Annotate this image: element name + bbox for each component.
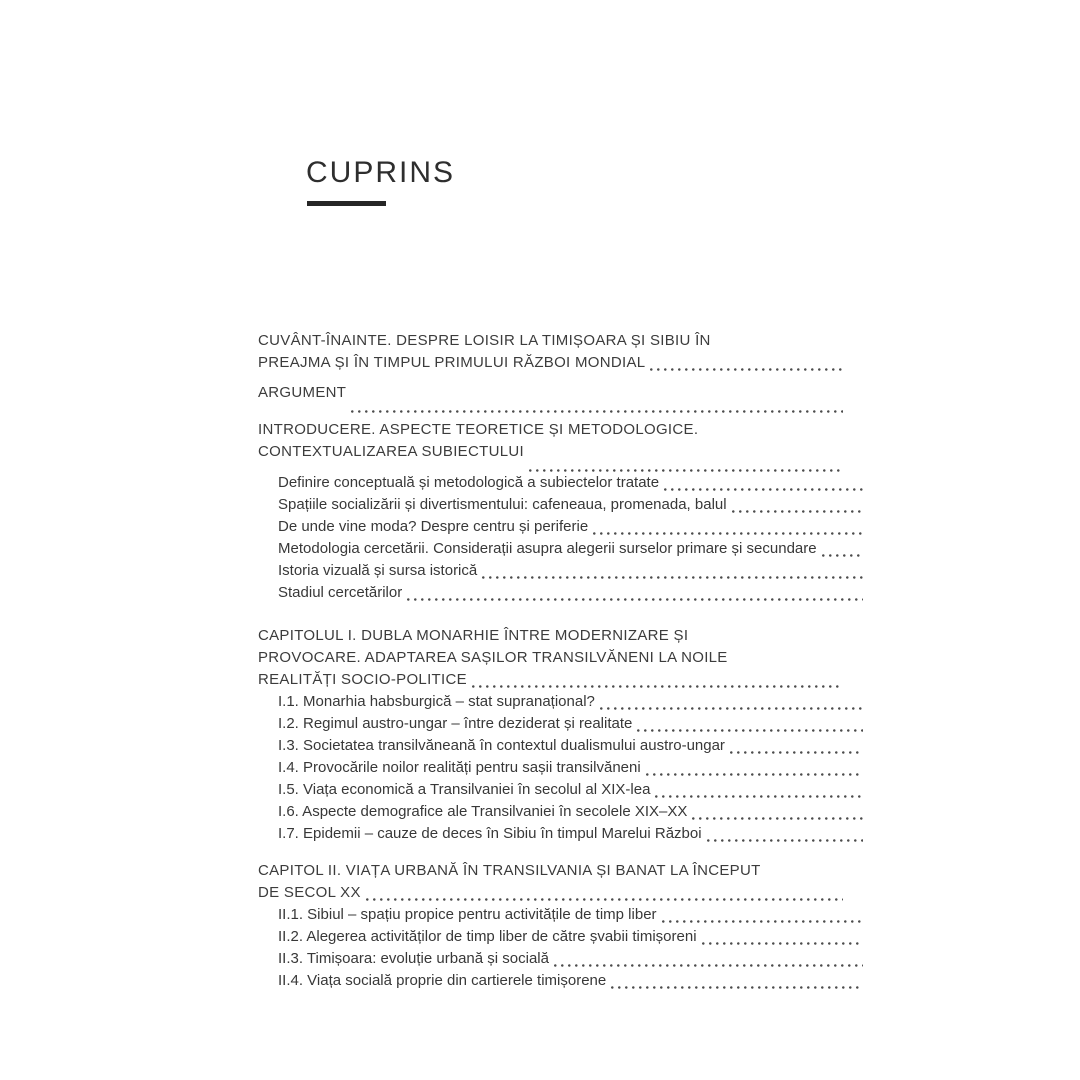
dot-leader [637,729,863,732]
toc-line-text: CONTEXTUALIZAREA SUBIECTULUI [258,443,524,460]
toc [258,330,843,992]
toc-line [278,538,863,560]
toc-entry-i3 [278,735,863,757]
dot-leader [611,986,863,989]
toc-line-text: I.4. Provocările noilor realități pentru sașii transilvăneni [278,759,641,776]
toc-line-text: Istoria vizuală și sursa istorică [278,562,478,579]
toc-line-text: Spațiile socializării și divertismentului: cafeneaua, promenada, balul [278,496,727,513]
toc-entry-definire [278,472,863,494]
toc-entry-i2 [278,713,863,735]
dot-leader [732,510,863,513]
dot-leader [351,410,843,413]
toc-line [278,494,863,516]
dot-leader [655,795,863,798]
toc-line-text: II.1. Sibiul – spațiu propice pentru activitățile de timp liber [278,906,657,923]
toc-line-text: CUVÂNT-ÎNAINTE. DESPRE LOISIR LA TIMIȘOARA ȘI SIBIU ÎN [258,332,711,349]
dot-leader [692,817,863,820]
toc-entry-cuvant-inainte [258,330,843,374]
toc-line [258,669,843,691]
dot-leader [554,964,863,967]
toc-line [278,560,863,582]
toc-line-text: I.6. Aspecte demografice ale Transilvaniei în secolele XIX–XX [278,803,688,820]
toc-entry-metodologia [278,538,863,560]
dot-leader [662,920,863,923]
toc-line-text: II.4. Viața socială proprie din cartierele timișorene [278,972,607,989]
toc-line-text: INTRODUCERE. ASPECTE TEORETICE ȘI METODOLOGICE. [258,421,699,438]
toc-line [278,970,863,992]
toc-entry-capitol-2 [258,860,843,904]
toc-entry-i1 [278,691,863,713]
toc-line [258,382,843,404]
toc-line-text: PROVOCARE. ADAPTAREA SAȘILOR TRANSILVĂNENI LA NOILE [258,649,728,666]
dot-leader [472,685,843,688]
dot-leader [707,839,863,842]
toc-entry-capitolul-1 [258,625,843,691]
dot-leader [646,773,863,776]
toc-line-text: REALITĂȚI SOCIO-POLITICE [258,671,467,688]
toc-entry-moda [278,516,863,538]
dot-leader [702,942,863,945]
toc-line [278,779,863,801]
dot-leader [407,598,863,601]
dot-leader [822,554,863,557]
page-title: CUPRINS [306,156,456,189]
toc-entry-ii1 [278,904,863,926]
toc-entry-i5 [278,779,863,801]
toc-line-text: I.2. Regimul austro-ungar – între deziderat și realitate [278,715,633,732]
toc-entry-i6 [278,801,863,823]
toc-entry-stadiul [278,582,863,604]
toc-line-text: CAPITOL II. VIAȚA URBANĂ ÎN TRANSILVANIA ȘI BANAT LA ÎNCEPUT [258,862,761,879]
toc-line-text: Metodologia cercetării. Considerații asupra alegerii surselor primare și secundare [278,540,817,557]
toc-line [278,582,863,604]
toc-entry-istoria-vizuala [278,560,863,582]
toc-line [278,472,863,494]
toc-entry-i4 [278,757,863,779]
toc-entry-ii2 [278,926,863,948]
toc-line-text: Definire conceptuală și metodologică a subiectelor tratate [278,474,660,491]
toc-line [278,757,863,779]
toc-line [258,625,843,647]
dot-leader [482,576,863,579]
dot-leader [730,751,863,754]
dot-leader [593,532,863,535]
toc-line [258,882,843,904]
toc-entry-spatiile [278,494,863,516]
toc-line [258,352,843,374]
toc-line [278,948,863,970]
toc-line [258,330,843,352]
toc-line [278,823,863,845]
toc-line-text: PREAJMA ȘI ÎN TIMPUL PRIMULUI RĂZBOI MONDIAL [258,354,646,371]
toc-line [278,801,863,823]
toc-line-text: I.5. Viața economică a Transilvaniei în secolul al XIX-lea [278,781,651,798]
toc-entry-i7 [278,823,863,845]
toc-entry-ii3 [278,948,863,970]
toc-line-text: II.2. Alegerea activităților de timp liber de către șvabii timișoreni [278,928,697,945]
toc-entry-argument [258,382,843,404]
toc-line-text: I.7. Epidemii – cauze de deces în Sibiu în timpul Marelui Război [278,825,702,842]
toc-line-text: I.1. Monarhia habsburgică – stat supranațional? [278,693,595,710]
toc-line [258,860,843,882]
dot-leader [650,368,843,371]
toc-line [278,926,863,948]
toc-line [258,647,843,669]
toc-line-text: Stadiul cercetărilor [278,584,403,601]
toc-line-text: II.3. Timișoara: evoluție urbană și socială [278,950,549,967]
dot-leader [366,898,843,901]
toc-line-text: I.3. Societatea transilvăneană în contextul dualismului austro-ungar [278,737,725,754]
toc-line-text: ARGUMENT [258,384,347,401]
title-underline-rule [307,201,386,206]
toc-line [278,516,863,538]
toc-line [278,713,863,735]
toc-entry-introducere [258,419,843,463]
toc-line [258,441,843,463]
toc-line [258,419,843,441]
toc-line-text: CAPITOLUL I. DUBLA MONARHIE ÎNTRE MODERNIZARE ȘI [258,627,689,644]
dot-leader [600,707,863,710]
toc-entry-ii4 [278,970,863,992]
dot-leader [664,488,863,491]
toc-line-text: DE SECOL XX [258,884,361,901]
toc-line-text: De unde vine moda? Despre centru și periferie [278,518,589,535]
toc-line [278,904,863,926]
toc-line [278,735,863,757]
toc-line [278,691,863,713]
